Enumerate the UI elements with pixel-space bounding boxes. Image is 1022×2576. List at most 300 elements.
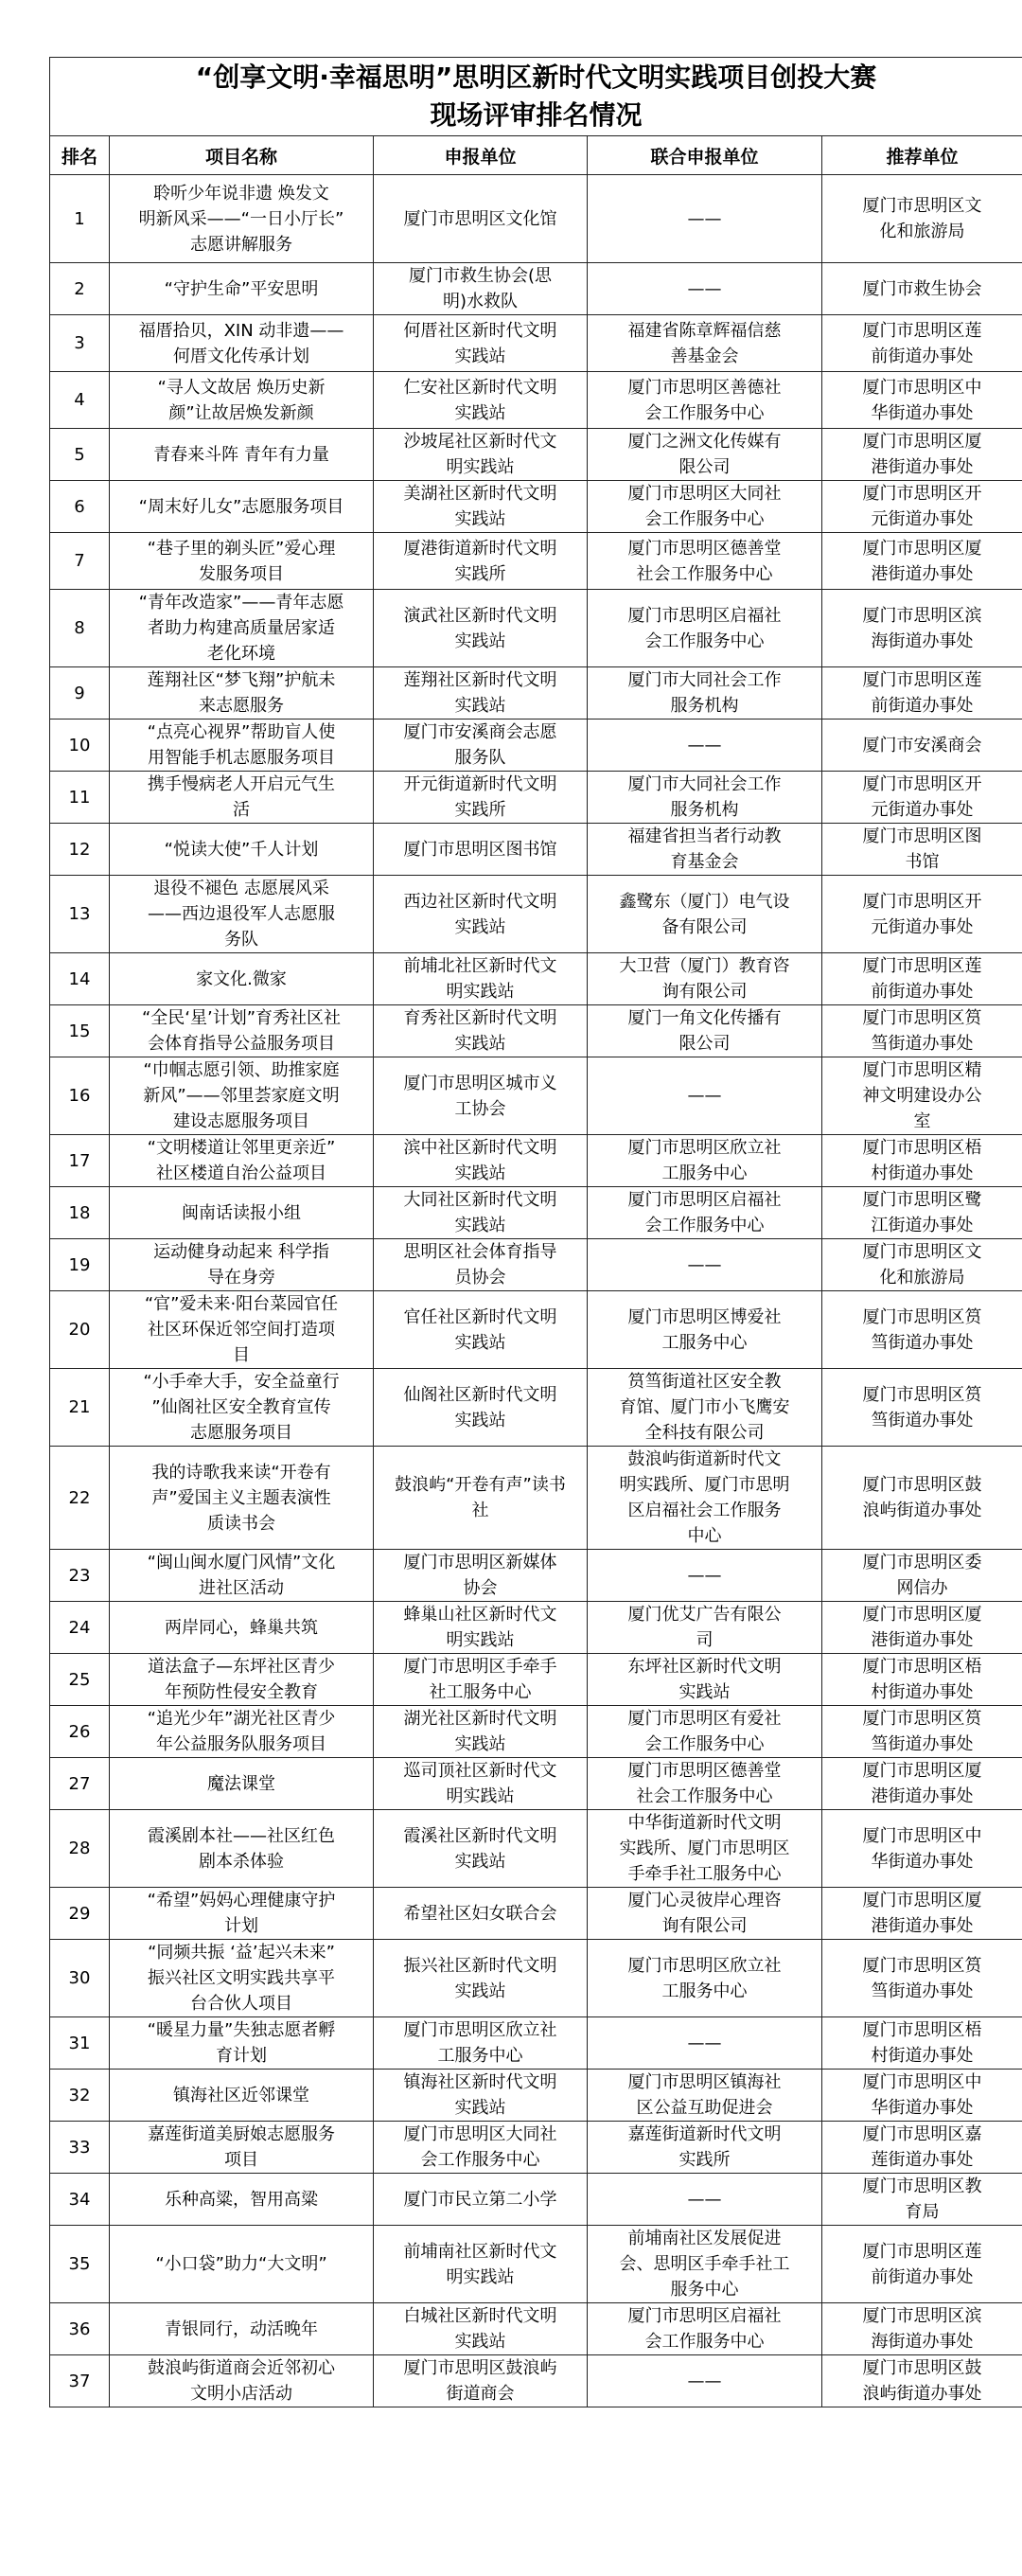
joint-applicant-cell: [588, 1239, 822, 1291]
ranking-table: [49, 57, 1022, 2407]
table-row: [50, 2070, 1022, 2122]
table-row: [50, 667, 1022, 720]
rank-cell-text: 12: [68, 839, 91, 860]
rank-cell-text: 16: [68, 1086, 91, 1106]
applicant-cell-text: 沙坡尾社区新时代文 明实践站: [403, 432, 557, 477]
applicant-cell: [374, 175, 588, 263]
recommender-cell: [822, 2122, 1022, 2174]
rank-cell: [50, 772, 110, 824]
rank-cell: [50, 2122, 110, 2174]
recommender-cell-text: 厦门市思明区莲 前街道办事处: [862, 2241, 982, 2287]
table-row: [50, 2017, 1022, 2070]
project-name-cell: [110, 315, 374, 372]
project-name-cell: [110, 1187, 374, 1239]
rank-cell-text: 21: [68, 1397, 91, 1417]
rank-cell: [50, 263, 110, 315]
rank-cell: [50, 590, 110, 667]
table-row: [50, 1550, 1022, 1602]
recommender-cell: [822, 1758, 1022, 1810]
rank-cell-text: 20: [68, 1320, 91, 1340]
project-name-cell: [110, 953, 374, 1005]
joint-applicant-cell-text: 福建省陈章辉福信慈 善基金会: [627, 320, 782, 366]
joint-applicant-cell: [588, 1187, 822, 1239]
rank-cell-text: 7: [74, 551, 85, 571]
recommender-cell: [822, 175, 1022, 263]
rank-cell: [50, 667, 110, 720]
project-name-cell: [110, 1654, 374, 1706]
applicant-cell-text: 湖光社区新时代文明 实践站: [403, 1709, 557, 1754]
recommender-cell: [822, 1888, 1022, 1940]
recommender-cell-text: 厦门市思明区开 元街道办事处: [862, 484, 982, 529]
applicant-cell-text: 振兴社区新时代文明 实践站: [403, 1955, 557, 2001]
recommender-cell-text: 厦门市思明区滨 海街道办事处: [862, 2306, 982, 2352]
rank-cell: [50, 533, 110, 590]
applicant-cell: [374, 667, 588, 720]
project-name-cell: [110, 1135, 374, 1187]
rank-cell-text: 15: [68, 1021, 91, 1041]
recommender-cell-text: 厦门市思明区筼 筜街道办事处: [862, 1709, 982, 1754]
project-name-cell: [110, 263, 374, 315]
project-name-cell: [110, 1550, 374, 1602]
applicant-cell: [374, 372, 588, 429]
applicant-cell: [374, 2017, 588, 2070]
rank-cell-text: 8: [74, 618, 85, 638]
joint-applicant-cell: [588, 263, 822, 315]
project-name-cell-text: 道法盒子—东坪社区青少 年预防性侵安全教育: [148, 1657, 335, 1702]
applicant-cell-text: 白城社区新时代文明 实践站: [403, 2306, 557, 2352]
table-row: [50, 2174, 1022, 2226]
joint-applicant-cell: [588, 1369, 822, 1447]
project-name-cell-text: “小手牵大手，安全益童行 ”仙阁社区安全教育宣传 志愿服务项目: [143, 1372, 340, 1443]
joint-applicant-cell: [588, 1888, 822, 1940]
rank-cell: [50, 1602, 110, 1654]
joint-applicant-cell: [588, 1810, 822, 1888]
project-name-cell-text: “巾帼志愿引领、助推家庭 新风”——邻里荟家庭文明 建设志愿服务项目: [143, 1060, 340, 1131]
recommender-cell: [822, 1550, 1022, 1602]
recommender-cell: [822, 2070, 1022, 2122]
table-row: [50, 1810, 1022, 1888]
joint-applicant-cell: [588, 1706, 822, 1758]
applicant-cell-text: 蜂巢山社区新时代文 明实践站: [403, 1605, 557, 1650]
recommender-cell-text: 厦门市思明区教 育局: [862, 2176, 982, 2222]
project-name-cell-text: 闽南话读报小组: [182, 1202, 301, 1223]
recommender-cell: [822, 315, 1022, 372]
applicant-cell-text: 仁安社区新时代文明 实践站: [403, 377, 557, 423]
ranking-sheet: [49, 57, 1022, 2407]
project-name-cell-text: “小口袋”助力“大文明”: [155, 2254, 327, 2274]
applicant-cell-text: 镇海社区新时代文明 实践站: [403, 2072, 557, 2118]
recommender-cell-text: 厦门市思明区精 神文明建设办公 室: [862, 1060, 982, 1131]
joint-applicant-cell: [588, 2226, 822, 2303]
applicant-cell: [374, 1187, 588, 1239]
project-name-cell-text: 运动健身动起来 科学指 导在身旁: [153, 1242, 329, 1288]
table-row: [50, 2303, 1022, 2355]
joint-applicant-cell: [588, 1758, 822, 1810]
project-name-cell: [110, 2303, 374, 2355]
project-name-cell-text: 青银同行，动活晚年: [165, 2318, 318, 2339]
project-name-cell-text: “周末好儿女”志愿服务项目: [138, 496, 344, 517]
project-name-cell-text: “全民‘星’计划”育秀社区社 会体育指导公益服务项目: [141, 1008, 342, 1054]
rank-cell: [50, 2070, 110, 2122]
project-name-cell: [110, 429, 374, 481]
rank-cell-text: 33: [68, 2137, 91, 2158]
recommender-cell: [822, 1706, 1022, 1758]
project-name-cell: [110, 1706, 374, 1758]
recommender-cell-text: 厦门市思明区莲 前街道办事处: [862, 670, 982, 716]
applicant-cell: [374, 2355, 588, 2407]
joint-applicant-cell: [588, 953, 822, 1005]
recommender-cell: [822, 1940, 1022, 2017]
rank-cell: [50, 2174, 110, 2226]
project-name-cell: [110, 772, 374, 824]
rank-cell-text: 2: [74, 278, 85, 299]
joint-applicant-cell: [588, 772, 822, 824]
rank-cell: [50, 315, 110, 372]
project-name-cell: [110, 1810, 374, 1888]
applicant-cell: [374, 429, 588, 481]
applicant-cell-text: 大同社区新时代文明 实践站: [403, 1190, 557, 1235]
recommender-cell: [822, 953, 1022, 1005]
rank-cell: [50, 1057, 110, 1135]
joint-applicant-cell-text: 厦门市大同社会工作 服务机构: [627, 774, 782, 820]
joint-applicant-cell-text: ——: [687, 1254, 722, 1275]
applicant-cell-text: 霞溪社区新时代文明 实践站: [403, 1825, 557, 1872]
project-name-cell-text: 莲翔社区“梦飞翔”护航未 来志愿服务: [147, 670, 336, 716]
rank-cell-text: 35: [68, 2254, 91, 2274]
applicant-cell: [374, 1550, 588, 1602]
project-name-cell: [110, 1291, 374, 1369]
rank-cell-text: 11: [68, 787, 91, 808]
rank-cell-text: 31: [68, 2033, 91, 2053]
project-name-cell-text: 福厝拾贝，XIN 动非遗—— 何厝文化传承计划: [138, 320, 344, 366]
rank-cell-text: 1: [74, 208, 85, 229]
rank-cell: [50, 824, 110, 876]
applicant-cell-text: 开元街道新时代文明 实践所: [403, 774, 557, 820]
applicant-cell-text: 思明区社会体育指导 员协会: [403, 1242, 557, 1288]
applicant-cell-text: 厦门市思明区大同社 会工作服务中心: [403, 2124, 557, 2170]
applicant-cell-text: 厦门市安溪商会志愿 服务队: [403, 722, 557, 768]
table-row: [50, 263, 1022, 315]
project-name-cell-text: “闽山闽水厦门风情”文化 进社区活动: [147, 1553, 336, 1598]
table-row: [50, 590, 1022, 667]
project-name-cell: [110, 2070, 374, 2122]
rank-cell-text: 26: [68, 1721, 91, 1742]
recommender-cell: [822, 772, 1022, 824]
project-name-cell-text: 乐种高粱，智用高粱: [165, 2189, 318, 2210]
table-row: [50, 953, 1022, 1005]
joint-applicant-cell: [588, 1602, 822, 1654]
recommender-cell: [822, 2303, 1022, 2355]
joint-applicant-cell: [588, 590, 822, 667]
rank-cell: [50, 720, 110, 772]
rank-cell: [50, 2303, 110, 2355]
joint-applicant-cell: [588, 720, 822, 772]
applicant-cell-text: 何厝社区新时代文明 实践站: [403, 320, 557, 366]
joint-applicant-cell: [588, 2070, 822, 2122]
recommender-cell-text: 厦门市思明区莲 前街道办事处: [862, 956, 982, 1002]
header-rank: 排名: [50, 136, 110, 175]
recommender-cell-text: 厦门市思明区委 网信办: [862, 1553, 982, 1598]
project-name-cell: [110, 1602, 374, 1654]
table-body: [50, 175, 1022, 2407]
project-name-cell: [110, 1758, 374, 1810]
table-row: [50, 1135, 1022, 1187]
header-joint-applicant: 联合申报单位: [588, 136, 822, 175]
applicant-cell: [374, 533, 588, 590]
project-name-cell: [110, 2355, 374, 2407]
applicant-cell-text: 西边社区新时代文明 实践站: [403, 891, 557, 937]
title-line-2: 现场评审排名情况: [430, 99, 643, 131]
joint-applicant-cell: [588, 1057, 822, 1135]
rank-cell: [50, 372, 110, 429]
joint-applicant-cell: [588, 2355, 822, 2407]
applicant-cell: [374, 1135, 588, 1187]
applicant-cell-text: 育秀社区新时代文明 实践站: [403, 1008, 557, 1054]
rank-cell-text: 9: [74, 683, 85, 703]
table-row: [50, 1888, 1022, 1940]
recommender-cell-text: 厦门市思明区厦 港街道办事处: [862, 1891, 982, 1936]
joint-applicant-cell-text: ——: [687, 278, 722, 299]
rank-cell-text: 19: [68, 1254, 91, 1275]
rank-cell-text: 22: [68, 1487, 91, 1508]
joint-applicant-cell-text: ——: [687, 1086, 722, 1106]
rank-cell-text: 29: [68, 1903, 91, 1924]
rank-cell-text: 24: [68, 1617, 91, 1638]
applicant-cell-text: 滨中社区新时代文明 实践站: [403, 1138, 557, 1183]
project-name-cell: [110, 824, 374, 876]
joint-applicant-cell: [588, 824, 822, 876]
table-row: [50, 1758, 1022, 1810]
project-name-cell-text: “青年改造家”——青年志愿 者助力构建高质量居家适 老化环境: [138, 593, 344, 664]
joint-applicant-cell: [588, 481, 822, 533]
rank-cell-text: 6: [74, 496, 85, 517]
joint-applicant-cell-text: 嘉莲街道新时代文明 实践所: [627, 2124, 782, 2170]
applicant-cell-text: 前埔南社区新时代文 明实践站: [403, 2241, 557, 2287]
recommender-cell: [822, 1810, 1022, 1888]
recommender-cell-text: 厦门市思明区嘉 莲街道办事处: [862, 2124, 982, 2170]
recommender-cell: [822, 1057, 1022, 1135]
applicant-cell-text: 鼓浪屿“开卷有声”读书 社: [395, 1475, 566, 1520]
joint-applicant-cell-text: ——: [687, 208, 722, 229]
recommender-cell-text: 厦门市思明区鼓 浪屿街道办事处: [862, 1475, 982, 1520]
table-row: [50, 175, 1022, 263]
rank-cell-text: 4: [74, 390, 85, 410]
joint-applicant-cell-text: 厦门心灵彼岸心理咨 询有限公司: [627, 1891, 782, 1936]
rank-cell-text: 14: [68, 968, 91, 989]
recommender-cell-text: 厦门市思明区开 元街道办事处: [862, 891, 982, 937]
rank-cell: [50, 1940, 110, 2017]
joint-applicant-cell: [588, 533, 822, 590]
table-row: [50, 1057, 1022, 1135]
rank-cell: [50, 2355, 110, 2407]
recommender-cell: [822, 1135, 1022, 1187]
recommender-cell-text: 厦门市救生协会: [862, 278, 982, 299]
applicant-cell: [374, 2303, 588, 2355]
applicant-cell: [374, 1291, 588, 1369]
joint-applicant-cell: [588, 1940, 822, 2017]
recommender-cell: [822, 720, 1022, 772]
header-applicant: 申报单位: [374, 136, 588, 175]
recommender-cell-text: 厦门市思明区文 化和旅游局: [862, 196, 982, 241]
recommender-cell-text: 厦门市思明区筼 筜街道办事处: [862, 1384, 982, 1430]
applicant-cell-text: 莲翔社区新时代文明 实践站: [403, 670, 557, 716]
recommender-cell: [822, 824, 1022, 876]
project-name-cell-text: 镇海社区近邻课堂: [173, 2085, 309, 2105]
title-row: [50, 58, 1022, 136]
rank-cell: [50, 1135, 110, 1187]
joint-applicant-cell-text: 厦门市思明区有爱社 会工作服务中心: [627, 1709, 782, 1754]
rank-cell: [50, 1810, 110, 1888]
applicant-cell-text: 厦门市思明区欣立社 工服务中心: [403, 2020, 557, 2066]
rank-cell: [50, 2017, 110, 2070]
joint-applicant-cell-text: ——: [687, 735, 722, 755]
joint-applicant-cell-text: 厦门市思明区欣立社 工服务中心: [627, 1955, 782, 2001]
joint-applicant-cell-text: 厦门市思明区德善堂 社会工作服务中心: [627, 538, 782, 584]
project-name-cell: [110, 667, 374, 720]
joint-applicant-cell: [588, 2122, 822, 2174]
table-row: [50, 481, 1022, 533]
project-name-cell: [110, 372, 374, 429]
applicant-cell-text: 巡司顶社区新时代文 明实践站: [403, 1761, 557, 1806]
joint-applicant-cell-text: 厦门市思明区善德社 会工作服务中心: [627, 377, 782, 423]
applicant-cell: [374, 772, 588, 824]
rank-cell-text: 27: [68, 1773, 91, 1794]
recommender-cell: [822, 1005, 1022, 1057]
project-name-cell: [110, 2122, 374, 2174]
rank-cell-text: 28: [68, 1839, 91, 1858]
rank-cell-text: 5: [74, 444, 85, 465]
project-name-cell-text: 嘉莲街道美厨娘志愿服务 项目: [148, 2124, 335, 2170]
joint-applicant-cell-text: 厦门市思明区德善堂 社会工作服务中心: [627, 1761, 782, 1806]
joint-applicant-cell-text: ——: [687, 2033, 722, 2053]
rank-cell-text: 17: [68, 1150, 91, 1171]
project-name-cell: [110, 2017, 374, 2070]
joint-applicant-cell-text: 中华街道新时代文明 实践所、厦门市思明区 手牵手社工服务中心: [619, 1813, 790, 1884]
joint-applicant-cell-text: 厦门优艾广告有限公 司: [627, 1605, 782, 1650]
applicant-cell: [374, 2070, 588, 2122]
project-name-cell: [110, 720, 374, 772]
table-title: [50, 58, 1022, 136]
joint-applicant-cell: [588, 1291, 822, 1369]
recommender-cell-text: 厦门市思明区中 华街道办事处: [862, 2072, 982, 2118]
applicant-cell: [374, 1447, 588, 1550]
project-name-cell: [110, 1447, 374, 1550]
joint-applicant-cell-text: 鑫鹭东（厦门）电气设 备有限公司: [619, 891, 790, 937]
table-row: [50, 1291, 1022, 1369]
rank-cell-text: 25: [68, 1669, 91, 1690]
applicant-cell-text: 厦门市救生协会(思 明)水救队: [408, 266, 553, 311]
applicant-cell-text: 厦港街道新时代文明 实践所: [403, 538, 557, 584]
applicant-cell: [374, 1940, 588, 2017]
applicant-cell: [374, 824, 588, 876]
applicant-cell-text: 美湖社区新时代文明 实践站: [403, 484, 557, 529]
rank-cell: [50, 1550, 110, 1602]
joint-applicant-cell-text: 前埔南社区发展促进 会、思明区手牵手社工 服务中心: [619, 2229, 790, 2300]
table-row: [50, 315, 1022, 372]
rank-cell: [50, 876, 110, 953]
joint-applicant-cell: [588, 876, 822, 953]
project-name-cell: [110, 2174, 374, 2226]
applicant-cell: [374, 1005, 588, 1057]
project-name-cell-text: “悦读大使”千人计划: [164, 839, 319, 860]
joint-applicant-cell: [588, 1550, 822, 1602]
rank-cell-text: 30: [68, 1968, 91, 1988]
applicant-cell-text: 演武社区新时代文明 实践站: [403, 605, 557, 651]
applicant-cell: [374, 1888, 588, 1940]
applicant-cell: [374, 953, 588, 1005]
rank-cell-text: 34: [68, 2189, 91, 2210]
applicant-cell: [374, 2226, 588, 2303]
title-line-1: “创享文明·幸福思明”思明区新时代文明实践项目创投大赛: [195, 62, 877, 93]
rank-cell-text: 3: [74, 333, 85, 353]
applicant-cell: [374, 876, 588, 953]
joint-applicant-cell-text: 厦门市思明区欣立社 工服务中心: [627, 1138, 782, 1183]
project-name-cell-text: 退役不褪色 志愿展风采 ——西边退役军人志愿服 务队: [148, 879, 335, 950]
applicant-cell: [374, 2174, 588, 2226]
joint-applicant-cell-text: 东坪社区新时代文明 实践站: [627, 1657, 782, 1702]
rank-cell: [50, 1447, 110, 1550]
applicant-cell-text: 厦门市思明区图书馆: [403, 839, 557, 860]
project-name-cell-text: “暖星力量”失独志愿者孵 育计划: [147, 2020, 336, 2066]
recommender-cell: [822, 876, 1022, 953]
joint-applicant-cell-text: 大卫营（厦门）教育咨 询有限公司: [619, 956, 790, 1002]
recommender-cell-text: 厦门市思明区鹭 江街道办事处: [862, 1190, 982, 1235]
applicant-cell: [374, 1706, 588, 1758]
table-row: [50, 1706, 1022, 1758]
project-name-cell-text: 携手慢病老人开启元气生 活: [148, 774, 335, 820]
table-row: [50, 1654, 1022, 1706]
rank-cell: [50, 1654, 110, 1706]
project-name-cell-text: “追光少年”湖光社区青少 年公益服务队服务项目: [147, 1709, 336, 1754]
recommender-cell-text: 厦门市思明区鼓 浪屿街道办事处: [862, 2358, 982, 2404]
applicant-cell: [374, 2122, 588, 2174]
project-name-cell: [110, 481, 374, 533]
joint-applicant-cell: [588, 1447, 822, 1550]
project-name-cell: [110, 590, 374, 667]
applicant-cell-text: 厦门市思明区鼓浪屿 街道商会: [403, 2358, 557, 2404]
table-row: [50, 1369, 1022, 1447]
recommender-cell: [822, 2226, 1022, 2303]
project-name-cell-text: 鼓浪屿街道商会近邻初心 文明小店活动: [148, 2358, 335, 2404]
recommender-cell: [822, 2174, 1022, 2226]
joint-applicant-cell: [588, 2017, 822, 2070]
recommender-cell-text: 厦门市思明区厦 港街道办事处: [862, 1761, 982, 1806]
project-name-cell-text: 魔法课堂: [207, 1773, 275, 1794]
recommender-cell-text: 厦门市思明区厦 港街道办事处: [862, 1605, 982, 1650]
joint-applicant-cell-text: 厦门市大同社会工作 服务机构: [627, 670, 782, 716]
header-recommender: 推荐单位: [822, 136, 1022, 175]
applicant-cell: [374, 590, 588, 667]
project-name-cell: [110, 175, 374, 263]
project-name-cell-text: 青春来斗阵 青年有力量: [153, 444, 329, 465]
joint-applicant-cell-text: 厦门一角文化传播有 限公司: [627, 1008, 782, 1054]
recommender-cell: [822, 429, 1022, 481]
project-name-cell: [110, 1005, 374, 1057]
recommender-cell: [822, 2017, 1022, 2070]
rank-cell: [50, 953, 110, 1005]
recommender-cell: [822, 533, 1022, 590]
joint-applicant-cell-text: 厦门市思明区博爱社 工服务中心: [627, 1306, 782, 1353]
recommender-cell: [822, 372, 1022, 429]
applicant-cell: [374, 1654, 588, 1706]
recommender-cell-text: 厦门市思明区滨 海街道办事处: [862, 605, 982, 651]
recommender-cell: [822, 1369, 1022, 1447]
rank-cell: [50, 1005, 110, 1057]
project-name-cell-text: 霞溪剧本社——社区红色 剧本杀体验: [148, 1825, 335, 1872]
recommender-cell-text: 厦门市思明区中 华街道办事处: [862, 1825, 982, 1872]
recommender-cell: [822, 1187, 1022, 1239]
table-row: [50, 372, 1022, 429]
